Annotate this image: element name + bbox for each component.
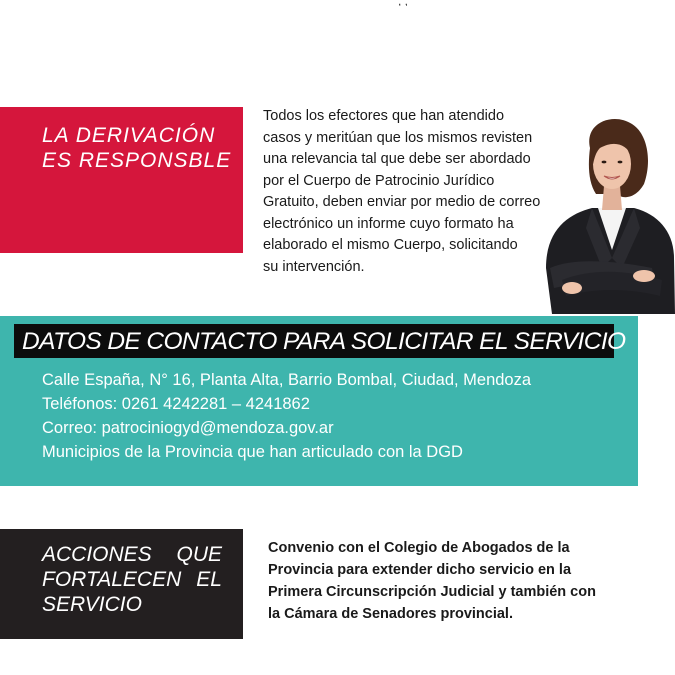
- businesswoman-icon: [532, 118, 675, 314]
- derivacion-body-line: su intervención.: [263, 258, 365, 275]
- top-text-fragment: [398, 0, 478, 6]
- contacto-lines: [42, 368, 602, 464]
- contacto-municipios: Municipios de la Provincia que han articulado con la DGD: [42, 443, 463, 461]
- derivacion-body-line: Gratuito, deben enviar por medio de correo: [263, 194, 541, 210]
- acciones-title: [42, 542, 222, 617]
- acciones-body-line: Convenio con el Colegio de Abogados de la: [268, 540, 570, 556]
- derivacion-body-line: electrónico un informe cuyo formato ha: [263, 215, 514, 232]
- derivacion-title-line: LA DERIVACIÓN: [42, 124, 216, 147]
- contacto-heading: DATOS DE CONTACTO PARA SOLICITAR EL SERVICIO: [22, 328, 626, 355]
- acciones-body-line: la Cámara de Senadores provincial.: [268, 606, 513, 622]
- derivacion-body-line: elaborado el mismo Cuerpo, solicitando: [263, 237, 518, 253]
- acciones-body-line: Provincia para extender dicho servicio en la: [268, 562, 572, 578]
- contacto-address: Calle España, N° 16, Planta Alta, Barrio Bombal, Ciudad, Mendoza: [42, 371, 532, 389]
- contacto-email[interactable]: Correo: patrociniogyd@mendoza.gov.ar: [42, 419, 334, 437]
- derivacion-body-line: por el Cuerpo de Patrocinio Jurídico: [263, 172, 495, 189]
- acciones-title-line: SERVICIO: [42, 593, 142, 616]
- derivacion-body: [263, 106, 568, 278]
- acciones-body-line: Primera Circunscripción Judicial y también con: [268, 584, 596, 600]
- contacto-phones: Teléfonos: 0261 4242281 – 4241862: [42, 395, 310, 413]
- derivacion-title-line: ES RESPONSBLE: [42, 149, 232, 172]
- acciones-body: [268, 537, 628, 625]
- derivacion-body-line: una relevancia tal que debe ser abordado: [263, 151, 531, 167]
- acciones-title-line: FORTALECEN EL: [42, 568, 222, 591]
- acciones-title-line: ACCIONES QUE: [42, 543, 222, 566]
- derivacion-title: [42, 123, 232, 173]
- derivacion-body-line: casos y meritúan que los mismos revisten: [263, 129, 533, 146]
- derivacion-body-line: Todos los efectores que han atendido: [263, 108, 505, 124]
